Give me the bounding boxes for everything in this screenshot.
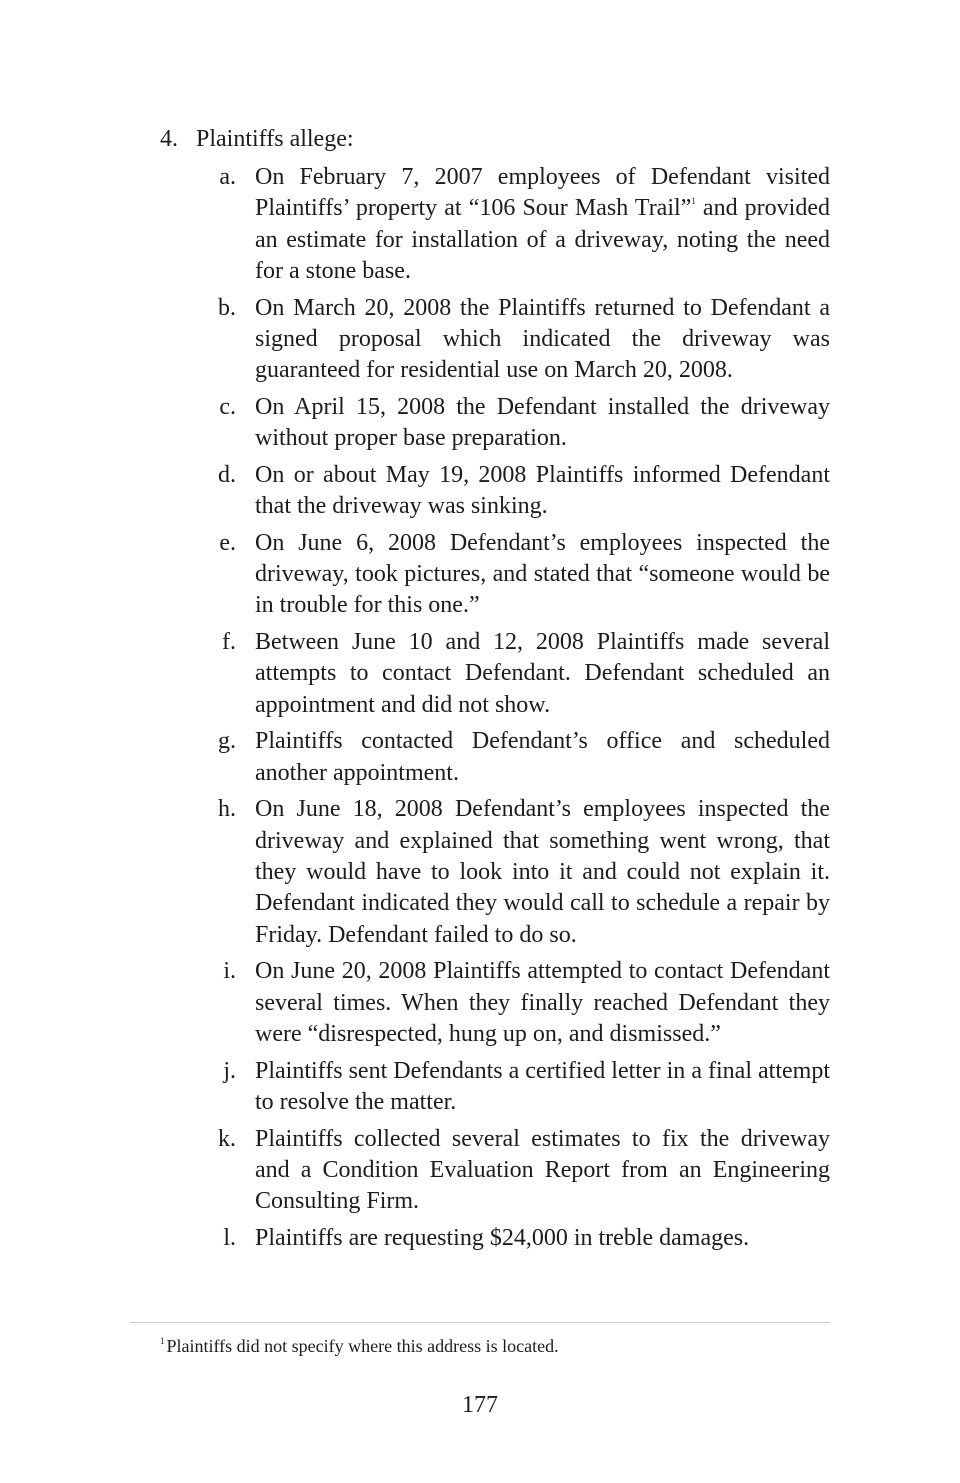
- allegation-text: On June 18, 2008 Defendant’s employees inspected the driveway and explained that something went wrong, that they would have to look into it and could not explain it. Defendant indicated they would call to schedule a repair by Friday. Defendant failed to do so.: [255, 796, 830, 948]
- allegation-text: On April 15, 2008 the Defendant installed the driveway without proper base preparation.: [255, 393, 830, 452]
- allegation-letter: g.: [218, 728, 236, 755]
- allegation-text: Plaintiffs are requesting $24,000 in treble damages.: [255, 1224, 750, 1251]
- allegation-letter: e.: [219, 529, 236, 556]
- allegation-text: Between June 10 and 12, 2008 Plaintiffs made several attempts to contact Defendant. Defendant scheduled an appointment and did not show.: [255, 629, 830, 718]
- allegation-d: [212, 460, 830, 523]
- footnote-text: Plaintiffs did not specify where this address is located.: [166, 1336, 559, 1356]
- allegation-text: Plaintiffs collected several estimates to fix the driveway and a Condition Evaluation Report from an Engineering Consulting Firm.: [255, 1125, 830, 1215]
- item-heading: [160, 124, 354, 155]
- allegation-letter: f.: [222, 629, 236, 656]
- allegation-text: On March 20, 2008 the Plaintiffs returned to Defendant a signed proposal which indicated the driveway was guaranteed for residential use on March 20, 2008.: [255, 294, 830, 384]
- allegation-letter: k.: [218, 1125, 236, 1152]
- allegation-text: On June 6, 2008 Defendant’s employees inspected the driveway, took pictures, and stated that “someone would be in trouble for this one.”: [255, 529, 830, 619]
- allegation-letter: a.: [219, 164, 236, 190]
- item-heading-text: Plaintiffs allege:: [196, 126, 354, 152]
- allegations-list: [212, 162, 830, 1259]
- allegation-letter: d.: [218, 461, 236, 488]
- allegation-j: [212, 1056, 830, 1119]
- allegation-text-continued: and provided an estimate for installation of a driveway, noting the need for a stone base.: [255, 195, 830, 284]
- allegation-l: [212, 1223, 830, 1254]
- allegation-h: [212, 794, 830, 950]
- allegation-text: Plaintiffs contacted Defendant’s office and scheduled another appointment.: [255, 728, 830, 786]
- allegation-text: On February 7, 2007 employees of Defendant visited Plaintiffs’ property at “106 Sour Mash Trail”: [255, 164, 830, 222]
- allegation-a: [212, 162, 830, 287]
- allegation-text: Plaintiffs sent Defendants a certified letter in a final attempt to resolve the matter.: [255, 1057, 830, 1115]
- allegation-i: [212, 956, 830, 1050]
- item-number: 4.: [160, 126, 178, 152]
- allegation-text: On or about May 19, 2008 Plaintiffs informed Defendant that the driveway was sinking.: [255, 461, 830, 520]
- footnote-marker: 1: [160, 1336, 165, 1346]
- allegation-g: [212, 726, 830, 789]
- allegation-b: [212, 293, 830, 387]
- allegation-letter: j.: [223, 1057, 236, 1084]
- allegation-k: [212, 1124, 830, 1218]
- allegation-text: On June 20, 2008 Plaintiffs attempted to contact Defendant several times. When they finally reached Defendant they were “disrespected, hung up on, and dismissed.”: [255, 958, 830, 1047]
- footnote: [160, 1334, 559, 1358]
- allegation-e: [212, 528, 830, 622]
- allegation-f: [212, 627, 830, 721]
- allegation-letter: b.: [218, 294, 236, 321]
- footnote-divider: [130, 1322, 830, 1323]
- allegation-letter: l.: [223, 1224, 236, 1251]
- allegation-letter: h.: [218, 796, 236, 823]
- page-number: 177: [462, 1392, 498, 1418]
- allegation-letter: i.: [223, 958, 236, 985]
- allegation-c: [212, 392, 830, 455]
- allegation-letter: c.: [219, 393, 236, 420]
- footnote-reference: 1: [691, 196, 696, 207]
